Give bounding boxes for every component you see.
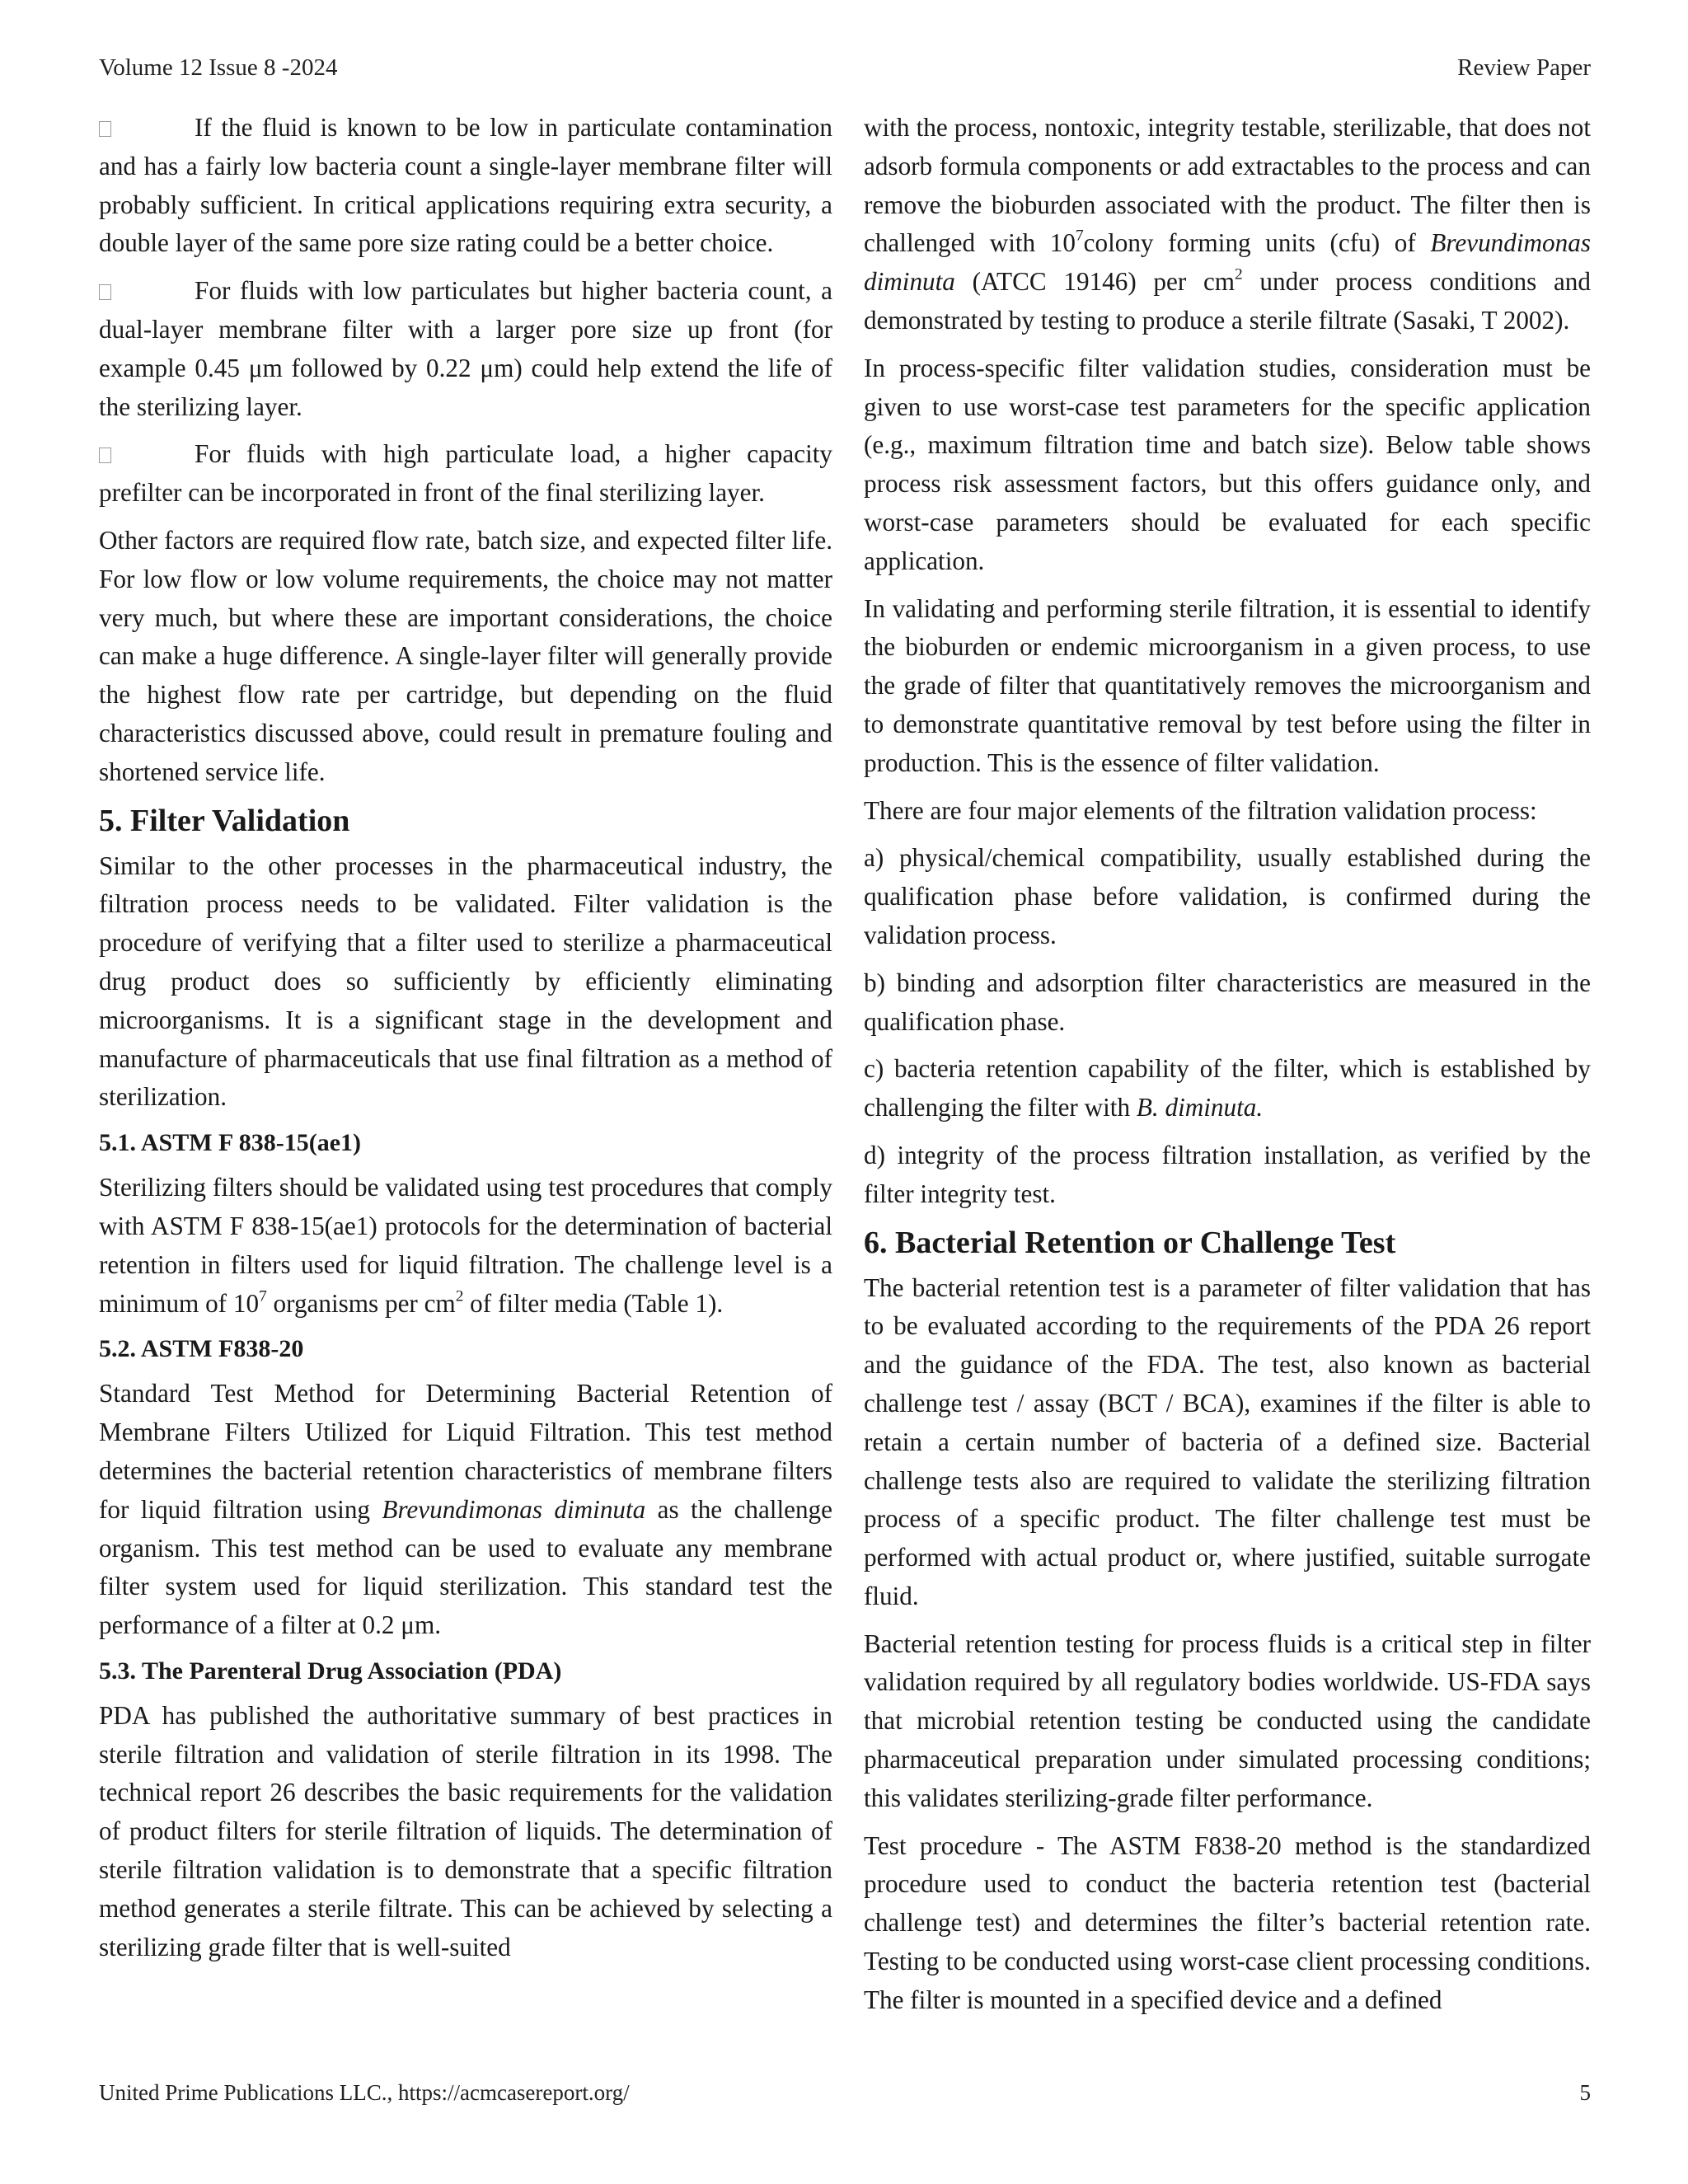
paragraph-retention-test: The bacterial retention test is a parameter of filter validation that has to be evaluated according to the requirements of the PDA 26 report and the guidance of the FDA. The test, also known as bacterial challenge test / assay (BCT / BCA), examines if the filter is able to retain a certain number of bacteria of a defined size. Bacterial challenge tests also are required to validate the sterilizing filtration process of a specific product. The filter challenge test must be performed with actual product or, where justified, suitable surrogate fluid. <box>864 1272 1591 1610</box>
page-number: 5 <box>1579 2080 1591 2105</box>
subsection-heading-astm-f838-15: 5.1. ASTM F 838-15(ae1) <box>99 1129 362 1157</box>
list-item-c: c) bacteria retention capability of the filter, which is established by challenging the filter with B. diminuta. <box>864 1054 1591 1122</box>
publisher-line: United Prime Publications LLC., https://acmcasereport.org/ <box>99 2080 630 2105</box>
paragraph-validating: In validating and performing sterile filtration, it is essential to identify the bioburden or endemic microorganism in a given process, to use the grade of filter that quantitatively removes the microorganism and to demonstrate quantitative removal by test before using the filter in production. This is the essence of filter validation. <box>864 593 1591 777</box>
paragraph-pda: PDA has published the authoritative summary of best practices in sterile filtration and validation of sterile filtration in its 1998. The technical report 26 describes the basic requirements for the validation of product filters for sterile filtration of liquids. The determination of sterile filtration validation is to demonstrate that a specific filtration method generates a sterile filtrate. This can be achieved by selecting a sterilizing grade filter that is well-suited <box>99 1700 832 1961</box>
subsection-heading-astm-f838-20: 5.2. ASTM F838-20 <box>99 1335 304 1363</box>
bullet-box-icon <box>99 121 111 137</box>
subsection-heading-pda: 5.3. The Parenteral Drug Association (PDA) <box>99 1657 562 1685</box>
article-type: Review Paper <box>1457 54 1591 81</box>
paragraph-other-factors: Other factors are required flow rate, batch size, and expected filter life. For low flow or low volume requirements, the choice may not matter very much, but where these are important considerations, the choice can make a huge difference. A single-layer filter will generally provide the highest flow rate per cartridge, but depending on the fluid characteristics discussed above, could result in premature fouling and shortened service life. <box>99 525 832 786</box>
paragraph-filter-validation: Similar to the other processes in the pharmaceutical industry, the filtration process needs to be validated. Filter validation is the procedure of verifying that a filter used to sterilize a pharmaceutical drug product does so sufficiently by efficiently eliminating microorganisms. It is a significant stage in the development and manufacture of pharmaceuticals that use final filtration as a method of sterilization. <box>99 851 832 1112</box>
left-column <box>99 109 832 1975</box>
section-heading-bacterial-retention: 6. Bacterial Retention or Challenge Test <box>864 1225 1396 1260</box>
list-item-b: b) binding and adsorption filter characteristics are measured in the qualification phase. <box>864 968 1591 1036</box>
paragraph-four-elements: There are four major elements of the filtration validation process: <box>864 795 1537 825</box>
paragraph-continuation: with the process, nontoxic, integrity testable, sterilizable, that does not adsorb formula components or add extractables to the process and can remove the bioburden associated with the product. The filter then is challenged with $10^7colony$ forming units (cfu) of Brevundimonas diminuta (ATCC 19146) per $cm^2$ under process conditions and demonstrated by testing to produce a sterile filtrate (Sasaki, T 2002). <box>864 113 1591 335</box>
bullet-box-icon <box>99 448 111 463</box>
section-heading-filter-validation: 5. Filter Validation <box>99 803 350 838</box>
paragraph-astm-f838-20: Standard Test Method for Determining Bacterial Retention of Membrane Filters Utilized for Liquid Filtration. This test method determines the bacterial retention characteristics of membrane filters for liquid filtration using Brevundimonas diminuta as the challenge organism. This test method can be used to evaluate any membrane filter system used for liquid sterilization. This standard test the performance of a filter at 0.2 μm. <box>99 1379 832 1640</box>
running-header <box>99 54 1591 87</box>
bullet-paragraph: If the fluid is known to be low in particulate contamination and has a fairly low bacteria count a single-layer membrane filter will probably sufficient. In critical applications requiring extra security, a double layer of the same pore size rating could be a better choice. <box>99 113 832 258</box>
paragraph-astm-f838-15: Sterilizing filters should be validated using test procedures that comply with ASTM F 838-15(ae1) protocols for the determination of bacterial retention in filters used for liquid filtration. The challenge level is a minimum of $10^7$ organisms per $cm^2$ of filter media (Table 1). <box>99 1173 832 1318</box>
bullet-paragraph: For fluids with high particulate load, a higher capacity prefilter can be incorporated in front of the final sterilizing layer. <box>99 439 832 508</box>
list-item-d: d) integrity of the process filtration installation, as verified by the filter integrity test. <box>864 1140 1591 1208</box>
paragraph-process-specific: In process-specific filter validation studies, consideration must be given to use worst-case test parameters for the specific application (e.g., maximum filtration time and batch size). Below table shows process risk assessment factors, but this offers guidance only, and worst-case parameters should be evaluated for each specific application. <box>864 353 1591 575</box>
bullet-box-icon <box>99 284 111 300</box>
right-column <box>864 109 1591 2029</box>
volume-issue: Volume 12 Issue 8 -2024 <box>99 54 338 81</box>
paragraph-test-procedure: Test procedure - The ASTM F838-20 method is the standardized procedure used to conduct the bacteria retention test (bacterial challenge test) and determines the filter’s bacterial retention rate. Testing to be conducted using worst-case client processing conditions. The filter is mounted in a specified device and a defined <box>864 1830 1591 2014</box>
page-footer <box>99 2080 1591 2113</box>
list-item-a: a) physical/chemical compatibility, usually established during the qualification phase before validation, is confirmed during the validation process. <box>864 843 1591 949</box>
paragraph-retention-regulatory: Bacterial retention testing for process fluids is a critical step in filter validation required by all regulatory bodies worldwide. US-FDA says that microbial retention testing be conducted using the candidate pharmaceutical preparation under simulated processing conditions; this validates sterilizing-grade filter performance. <box>864 1629 1591 1812</box>
bullet-paragraph: For fluids with low particulates but higher bacteria count, a dual-layer membrane filter with a larger pore size up front (for example 0.45 μm followed by 0.22 μm) could help extend the life of the sterilizing layer. <box>99 276 832 421</box>
